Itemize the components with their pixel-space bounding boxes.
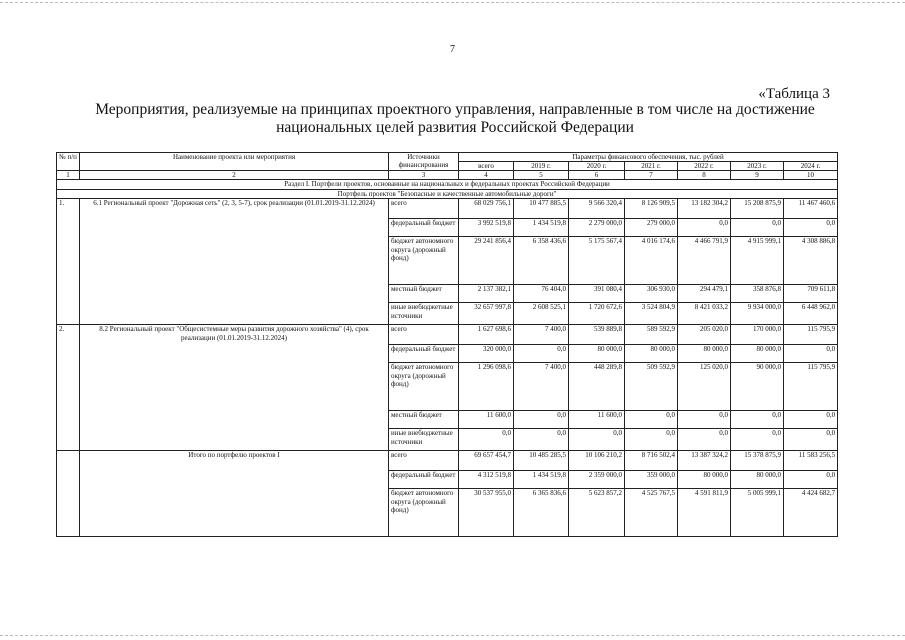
amount-cell: 0,0 — [569, 429, 625, 451]
funding-source: федеральный бюджет — [389, 471, 459, 489]
amount-cell: 4 016 174,6 — [625, 237, 678, 285]
amount-cell: 68 029 756,1 — [459, 199, 514, 219]
section-title: Раздел I. Портфели проектов, основанные на национальных и федеральных проектах Российской Федерации — [57, 180, 838, 190]
amount-cell: 4 915 999,1 — [731, 237, 784, 285]
header-year: 2023 г. — [731, 162, 784, 171]
financing-table — [56, 152, 838, 537]
amount-cell: 10 106 210,2 — [569, 451, 625, 471]
amount-cell: 11 583 256,5 — [784, 451, 838, 471]
table-row — [57, 325, 838, 345]
amount-cell: 359 000,0 — [625, 471, 678, 489]
header-year: 2019 г. — [514, 162, 569, 171]
funding-source: бюджет автономного округа (дорожный фонд) — [389, 489, 459, 537]
amount-cell: 0,0 — [784, 219, 838, 237]
amount-cell: 1 296 098,6 — [459, 363, 514, 411]
header-year: 2022 г. — [678, 162, 731, 171]
page-number: 7 — [450, 44, 455, 55]
amount-cell: 8 126 909,5 — [625, 199, 678, 219]
funding-source: федеральный бюджет — [389, 345, 459, 363]
amount-cell: 1 434 519,8 — [514, 471, 569, 489]
col-number: 4 — [459, 171, 514, 180]
amount-cell: 4 312 519,8 — [459, 471, 514, 489]
amount-cell: 1 627 698,6 — [459, 325, 514, 345]
amount-cell: 170 000,0 — [731, 325, 784, 345]
amount-cell: 2 279 000,0 — [569, 219, 625, 237]
amount-cell: 279 000,0 — [625, 219, 678, 237]
amount-cell: 0,0 — [784, 471, 838, 489]
amount-cell: 0,0 — [731, 411, 784, 429]
amount-cell: 0,0 — [459, 429, 514, 451]
amount-cell: 0,0 — [678, 429, 731, 451]
col-number: 7 — [625, 171, 678, 180]
amount-cell: 2 359 000,0 — [569, 471, 625, 489]
amount-cell: 80 000,0 — [569, 345, 625, 363]
project-name: 6.1 Региональный проект "Дорожная сеть" (2, 3, 5-7), срок реализации (01.01.2019-31.12.2024) — [80, 199, 389, 325]
amount-cell: 0,0 — [514, 345, 569, 363]
funding-source: всего — [389, 325, 459, 345]
project-name: 8.2 Региональный проект "Общесистемные меры развития дорожного хозяйства" (4), срок реализации (01.01.2019-31.12.2024) — [80, 325, 389, 451]
amount-cell: 0,0 — [678, 411, 731, 429]
header-year: всего — [459, 162, 514, 171]
amount-cell: 3 524 804,9 — [625, 303, 678, 325]
amount-cell: 125 020,0 — [678, 363, 731, 411]
amount-cell: 80 000,0 — [625, 345, 678, 363]
col-number: 3 — [389, 171, 459, 180]
amount-cell: 0,0 — [514, 411, 569, 429]
amount-cell: 10 485 285,5 — [514, 451, 569, 471]
amount-cell: 358 876,8 — [731, 285, 784, 303]
funding-source: бюджет автономного округа (дорожный фонд) — [389, 237, 459, 285]
amount-cell: 294 479,1 — [678, 285, 731, 303]
amount-cell: 4 424 682,7 — [784, 489, 838, 537]
amount-cell: 9 566 320,4 — [569, 199, 625, 219]
header-num: № п/п — [57, 153, 80, 171]
amount-cell: 0,0 — [731, 219, 784, 237]
row-number — [57, 451, 80, 537]
table-row — [57, 451, 838, 471]
amount-cell: 2 137 382,1 — [459, 285, 514, 303]
col-number: 1 — [57, 171, 80, 180]
header-year: 2024 г. — [784, 162, 838, 171]
amount-cell: 32 657 997,8 — [459, 303, 514, 325]
amount-cell: 539 889,8 — [569, 325, 625, 345]
funding-source: иные внебюджетные источники — [389, 303, 459, 325]
amount-cell: 6 365 836,6 — [514, 489, 569, 537]
amount-cell: 13 387 324,2 — [678, 451, 731, 471]
title-line-2: национальных целей развития Российской Федерации — [276, 119, 634, 136]
col-number: 5 — [514, 171, 569, 180]
amount-cell: 7 400,0 — [514, 325, 569, 345]
amount-cell: 0,0 — [625, 429, 678, 451]
header-year: 2021 г. — [625, 162, 678, 171]
header-year: 2020 г. — [569, 162, 625, 171]
amount-cell: 0,0 — [784, 411, 838, 429]
title-line-1: Мероприятия, реализуемые на принципах проектного управления, направленные в том числе на достижение — [95, 101, 815, 118]
amount-cell: 709 611,8 — [784, 285, 838, 303]
header-sources: Источники финансирования — [389, 153, 459, 171]
funding-source: всего — [389, 451, 459, 471]
amount-cell: 4 591 811,9 — [678, 489, 731, 537]
amount-cell: 6 448 962,0 — [784, 303, 838, 325]
amount-cell: 11 600,0 — [459, 411, 514, 429]
amount-cell: 0,0 — [514, 429, 569, 451]
amount-cell: 13 182 304,2 — [678, 199, 731, 219]
amount-cell: 3 992 519,8 — [459, 219, 514, 237]
table-row — [57, 199, 838, 219]
amount-cell: 80 000,0 — [678, 345, 731, 363]
amount-cell: 10 477 885,5 — [514, 199, 569, 219]
amount-cell: 509 592,9 — [625, 363, 678, 411]
scan-edge-bottom — [0, 635, 905, 636]
funding-source: бюджет автономного округа (дорожный фонд) — [389, 363, 459, 411]
amount-cell: 2 608 525,1 — [514, 303, 569, 325]
project-name: Итого по портфелю проектов I — [80, 451, 389, 537]
amount-cell: 448 289,8 — [569, 363, 625, 411]
amount-cell: 8 716 502,4 — [625, 451, 678, 471]
amount-cell: 80 000,0 — [731, 471, 784, 489]
amount-cell: 0,0 — [678, 219, 731, 237]
amount-cell: 69 657 454,7 — [459, 451, 514, 471]
amount-cell: 29 241 856,4 — [459, 237, 514, 285]
row-number: 2. — [57, 325, 80, 451]
amount-cell: 5 175 567,4 — [569, 237, 625, 285]
amount-cell: 6 358 436,6 — [514, 237, 569, 285]
amount-cell: 11 467 460,6 — [784, 199, 838, 219]
header-row-1 — [57, 153, 838, 162]
amount-cell: 90 000,0 — [731, 363, 784, 411]
row-number: 1. — [57, 199, 80, 325]
funding-source: иные внебюджетные источники — [389, 429, 459, 451]
amount-cell: 5 623 857,2 — [569, 489, 625, 537]
column-number-row — [57, 171, 838, 180]
col-number: 8 — [678, 171, 731, 180]
amount-cell: 320 000,0 — [459, 345, 514, 363]
amount-cell: 391 080,4 — [569, 285, 625, 303]
amount-cell: 5 005 999,1 — [731, 489, 784, 537]
amount-cell: 1 434 519,8 — [514, 219, 569, 237]
header-params: Параметры финансового обеспечения, тыс. рублей — [459, 153, 838, 162]
amount-cell: 11 600,0 — [569, 411, 625, 429]
amount-cell: 115 795,9 — [784, 325, 838, 345]
col-number: 9 — [731, 171, 784, 180]
portfolio-row — [57, 189, 838, 199]
amount-cell: 7 400,0 — [514, 363, 569, 411]
amount-cell: 0,0 — [784, 429, 838, 451]
amount-cell: 1 720 672,6 — [569, 303, 625, 325]
funding-source: местный бюджет — [389, 285, 459, 303]
amount-cell: 80 000,0 — [678, 471, 731, 489]
section-row — [57, 180, 838, 190]
amount-cell: 306 930,0 — [625, 285, 678, 303]
funding-source: местный бюджет — [389, 411, 459, 429]
amount-cell: 115 795,9 — [784, 363, 838, 411]
table-label: «Таблица 3 — [758, 86, 830, 102]
amount-cell: 0,0 — [625, 411, 678, 429]
amount-cell: 9 934 000,0 — [731, 303, 784, 325]
col-number: 2 — [80, 171, 389, 180]
amount-cell: 15 208 875,9 — [731, 199, 784, 219]
amount-cell: 0,0 — [784, 345, 838, 363]
scan-edge-top — [0, 2, 905, 3]
header-name: Наименование проекта или мероприятия — [80, 153, 389, 171]
amount-cell: 0,0 — [731, 429, 784, 451]
col-number: 10 — [784, 171, 838, 180]
amount-cell: 8 421 033,2 — [678, 303, 731, 325]
funding-source: всего — [389, 199, 459, 219]
document-title — [40, 101, 870, 137]
amount-cell: 205 020,0 — [678, 325, 731, 345]
funding-source: федеральный бюджет — [389, 219, 459, 237]
amount-cell: 15 378 875,9 — [731, 451, 784, 471]
portfolio-title: Портфель проектов "Безопасные и качественные автомобильные дороги" — [57, 189, 838, 199]
col-number: 6 — [569, 171, 625, 180]
amount-cell: 76 404,0 — [514, 285, 569, 303]
amount-cell: 4 525 767,5 — [625, 489, 678, 537]
amount-cell: 4 308 886,8 — [784, 237, 838, 285]
amount-cell: 589 592,9 — [625, 325, 678, 345]
amount-cell: 4 466 791,9 — [678, 237, 731, 285]
amount-cell: 30 537 955,0 — [459, 489, 514, 537]
amount-cell: 80 000,0 — [731, 345, 784, 363]
